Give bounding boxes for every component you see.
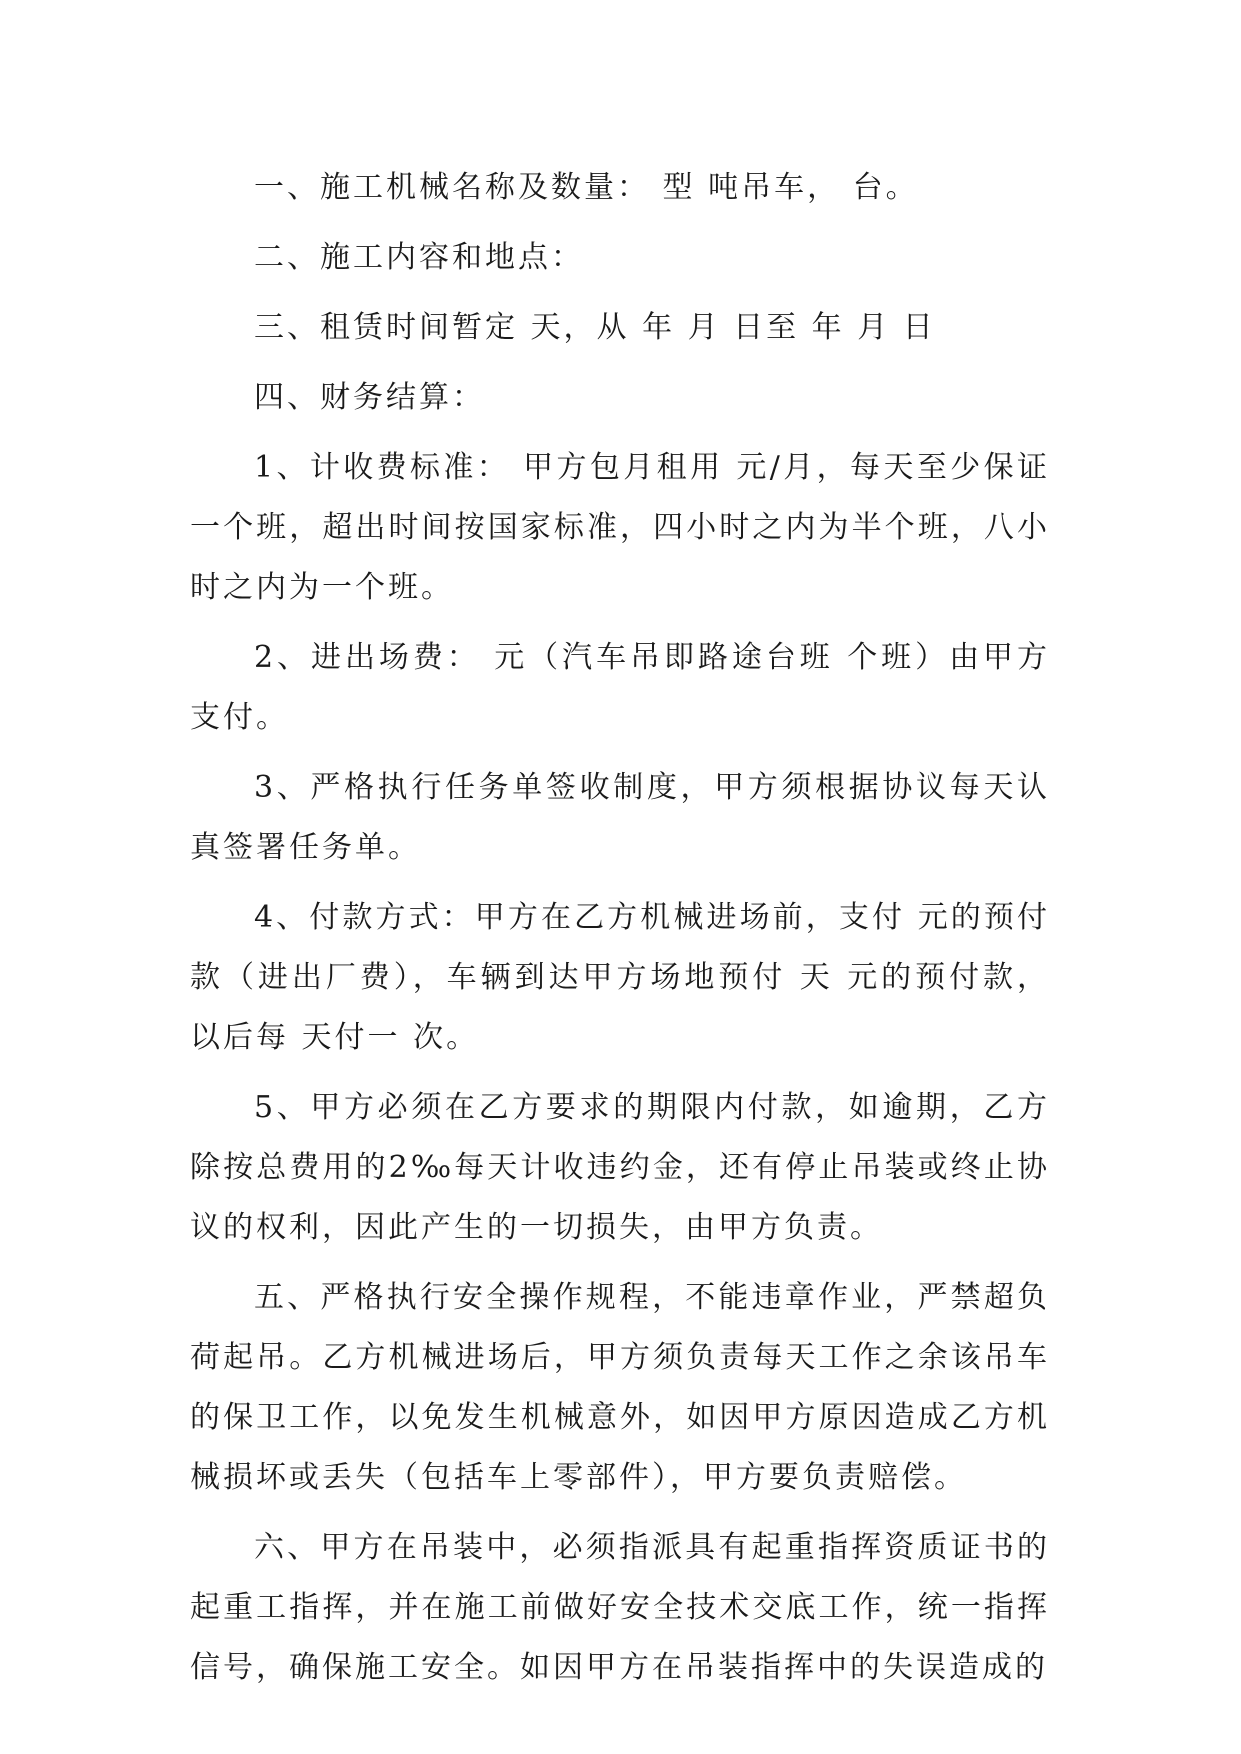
paragraph-lifting-command: 六、甲方在吊装中，必须指派具有起重指挥资质证书的起重工指挥，并在施工前做好安全技术交底工作，统一指挥信号，确保施工安全。如因甲方在吊装指挥中的失误造成的 (190, 1530, 1050, 1685)
paragraph-late-payment: 5、甲方必须在乙方要求的期限内付款，如逾期，乙方除按总费用的2‰每天计收违约金，还有停止吊装或终止协议的权利，因此产生的一切损失，由甲方负责。 (190, 1090, 1050, 1245)
paragraph-payment-method: 4、付款方式：甲方在乙方机械进场前，支付 元的预付款（进出厂费），车辆到达甲方场地预付 天 元的预付款，以后每 天付一 次。 (190, 900, 1050, 1055)
paragraph-settlement-heading: 四、财务结算： (254, 380, 485, 415)
paragraph-task-sheet: 3、严格执行任务单签收制度，甲方须根据协议每天认真签署任务单。 (190, 770, 1050, 865)
paragraph-lease-period: 三、租赁时间暂定 天，从 年 月 日至 年 月 日 (254, 310, 936, 345)
paragraph-entry-exit-fee: 2、进出场费： 元（汽车吊即路途台班 个班）由甲方支付。 (190, 640, 1050, 735)
paragraph-safety-rules: 五、严格执行安全操作规程，不能违章作业，严禁超负荷起吊。乙方机械进场后，甲方须负责每天工作之余该吊车的保卫工作，以免发生机械意外，如因甲方原因造成乙方机械损坏或丢失（包括车上零部件），甲方要负责赔偿。 (190, 1280, 1050, 1495)
document-body (190, 158, 1050, 1708)
paragraph-work-content: 二、施工内容和地点： (254, 240, 584, 275)
paragraph-fee-standard: 1、计收费标准： 甲方包月租用 元/月，每天至少保证一个班，超出时间按国家标准，四小时之内为半个班，八小时之内为一个班。 (190, 450, 1050, 605)
paragraph-equipment: 一、施工机械名称及数量： 型 吨吊车， 台。 (254, 170, 919, 205)
